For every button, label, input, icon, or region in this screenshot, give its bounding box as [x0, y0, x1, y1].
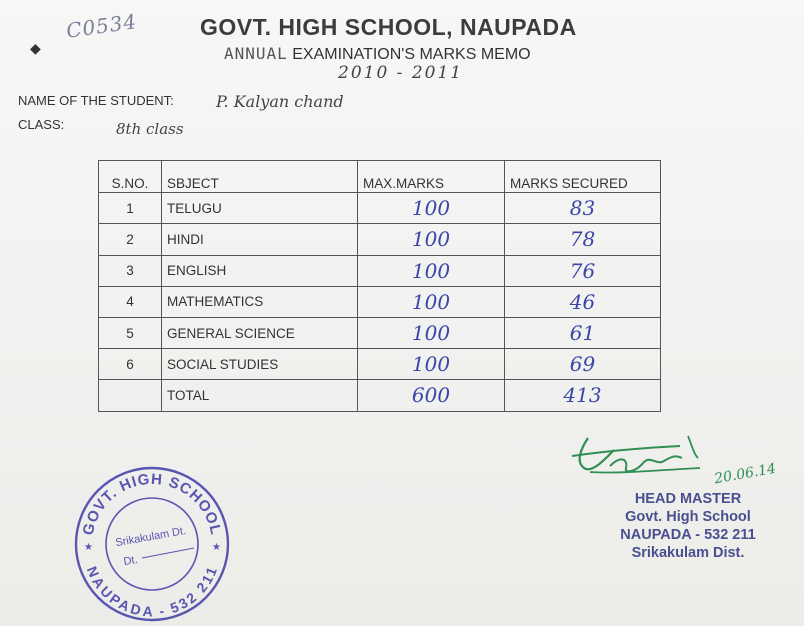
- head-master-stamp: [600, 490, 776, 562]
- row-marks-secured: 46: [505, 286, 661, 317]
- row-marks-secured: 76: [505, 255, 661, 286]
- row-max-marks: 100: [358, 255, 505, 286]
- total-max-marks: 600: [358, 380, 505, 411]
- row-marks-secured: 69: [505, 349, 661, 380]
- row-max-marks: 100: [358, 349, 505, 380]
- row-sno: 2: [99, 224, 162, 255]
- headmaster-signature-icon: [570, 428, 720, 484]
- row-sno: 6: [99, 349, 162, 380]
- head-master-line2: Govt. High School: [625, 509, 751, 525]
- header-subject: SBJECT: [162, 161, 358, 193]
- table-row: [99, 317, 661, 348]
- row-subject: SOCIAL STUDIES: [162, 349, 358, 380]
- row-sno: 5: [99, 317, 162, 348]
- seal-bottom-text: NAUPADA - 532 211: [83, 563, 221, 620]
- class-label: CLASS:: [18, 117, 65, 132]
- memo-prefix: ANNUAL: [224, 44, 288, 63]
- seal-top-text: GOVT. HIGH SCHOOL: [79, 470, 225, 537]
- table-row: [99, 349, 661, 380]
- row-max-marks: 100: [358, 224, 505, 255]
- row-marks-secured: 83: [505, 193, 661, 224]
- row-subject: ENGLISH: [162, 255, 358, 286]
- header-max-marks: MAX.MARKS: [358, 161, 505, 193]
- memo-title-line: [224, 44, 531, 64]
- row-max-marks: 100: [358, 317, 505, 348]
- student-name-value: P. Kalyan chand: [216, 92, 344, 111]
- row-subject: MATHEMATICS: [162, 286, 358, 317]
- head-master-line4: Srikakulam Dist.: [631, 545, 745, 561]
- header-sno: S.NO.: [99, 161, 162, 193]
- memo-title: EXAMINATION'S MARKS MEMO: [292, 46, 531, 63]
- school-seal-icon: [70, 462, 234, 622]
- table-row: [99, 255, 661, 286]
- total-marks-secured: 413: [505, 380, 661, 411]
- school-name: GOVT. HIGH SCHOOL, NAUPADA: [200, 14, 577, 40]
- row-marks-secured: 61: [505, 317, 661, 348]
- seal-center-line2: Dt.: [122, 553, 139, 569]
- row-marks-secured: 78: [505, 224, 661, 255]
- row-subject: HINDI: [162, 224, 358, 255]
- table-header-row: [99, 161, 661, 193]
- row-sno: 1: [99, 193, 162, 224]
- seal-star-icon: ★: [84, 542, 93, 553]
- row-subject: TELUGU: [162, 193, 358, 224]
- table-row: [99, 286, 661, 317]
- head-master-line3: NAUPADA - 532 211: [620, 527, 756, 543]
- table-row: [99, 224, 661, 255]
- header-marks-secured: MARKS SECURED: [505, 161, 661, 193]
- svg-text:GOVT. HIGH SCHOOL: [80, 471, 225, 537]
- row-subject: GENERAL SCIENCE: [162, 317, 358, 348]
- row-max-marks: 100: [358, 286, 505, 317]
- svg-text:NAUPADA - 532 211: [84, 564, 220, 620]
- seal-center-line1: Srikakulam Dt.: [114, 524, 188, 550]
- pin-mark-icon: ◆: [30, 40, 41, 56]
- row-sno: 4: [99, 286, 162, 317]
- total-sno: [99, 380, 162, 411]
- total-label: TOTAL: [162, 380, 358, 411]
- row-max-marks: 100: [358, 193, 505, 224]
- class-value: 8th class: [116, 120, 184, 138]
- reference-note: C0534: [64, 9, 139, 43]
- table-row: [99, 193, 661, 224]
- academic-year: 2010 - 2011: [338, 63, 464, 83]
- signature-date: 20.06.14: [713, 460, 778, 488]
- marks-table: [98, 160, 661, 412]
- row-sno: 3: [99, 255, 162, 286]
- student-name-label: NAME OF THE STUDENT:: [18, 93, 174, 108]
- seal-star-icon: ★: [212, 542, 221, 553]
- table-total-row: [99, 380, 661, 411]
- head-master-line1: HEAD MASTER: [634, 491, 742, 507]
